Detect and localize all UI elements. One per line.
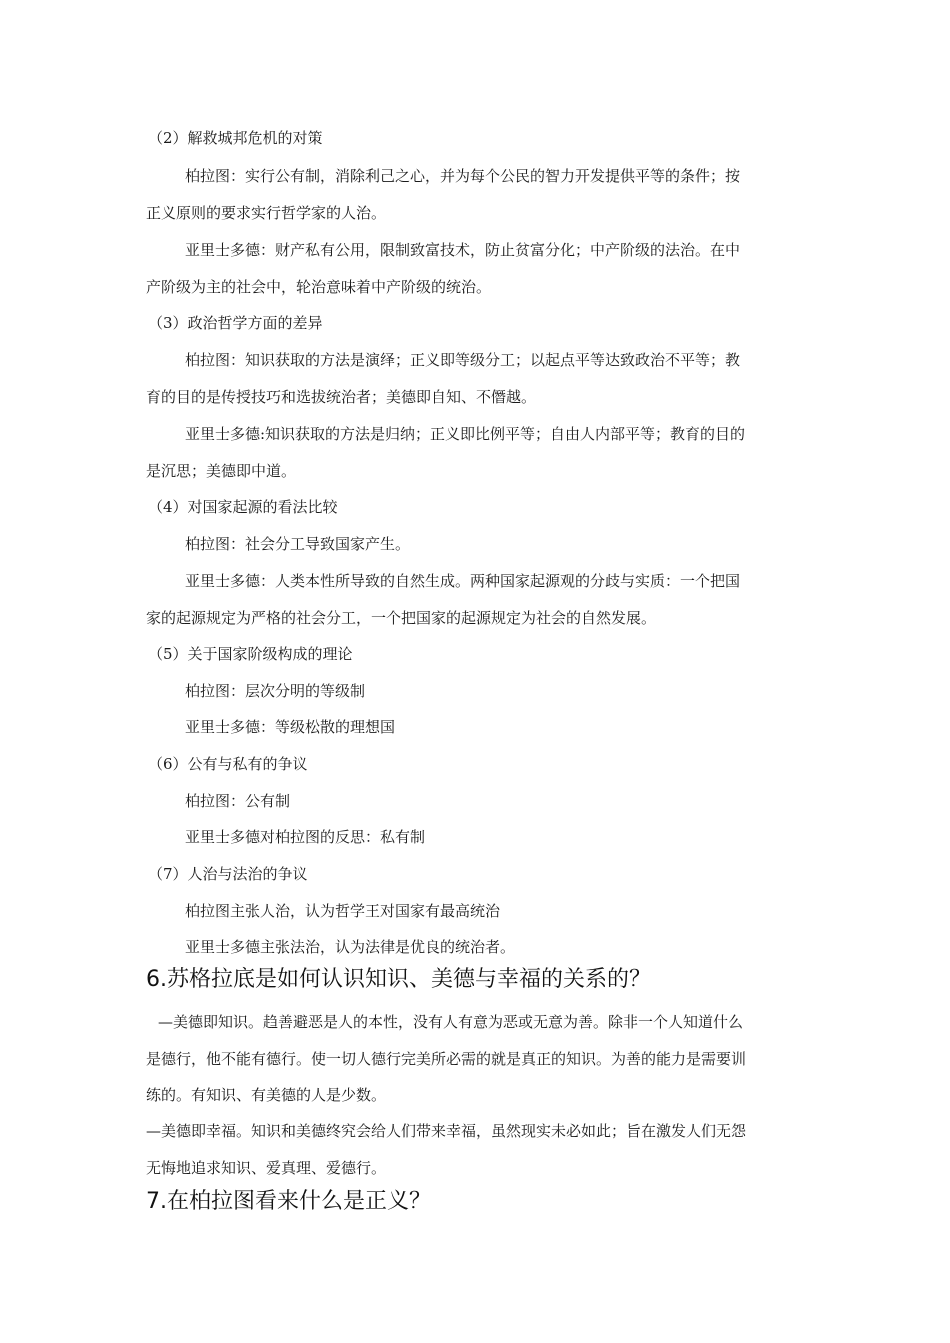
- paragraph-line: 柏拉图：实行公有制，消除利己之心，并为每个公民的智力开发提供平等的条件；按: [185, 167, 741, 185]
- paragraph-line: 亚里士多德主张法治，认为法律是优良的统治者。: [185, 938, 516, 956]
- paragraph-line: 育的目的是传授技巧和选拔统治者；美德即自知、不僭越。: [146, 388, 537, 406]
- subsection-title: （5）关于国家阶级构成的理论: [148, 645, 353, 663]
- paragraph-line: 亚里士多德：财产私有公用，限制致富技术，防止贫富分化；中产阶级的法治。在中: [185, 241, 741, 259]
- paragraph-line: 产阶级为主的社会中，轮治意味着中产阶级的统治。: [146, 278, 492, 296]
- paragraph-line: 亚里士多德：人类本性所导致的自然生成。两种国家起源观的分歧与实质：一个把国: [185, 572, 741, 590]
- paragraph-line: 家的起源规定为严格的社会分工，一个把国家的起源规定为社会的自然发展。: [146, 609, 657, 627]
- paragraph-line: 柏拉图：公有制: [185, 792, 291, 810]
- paragraph-line: 是德行，他不能有德行。使一切人德行完美所必需的就是真正的知识。为善的能力是需要训: [146, 1050, 747, 1068]
- paragraph-line: 无悔地追求知识、爱真理、爱德行。: [146, 1159, 387, 1177]
- paragraph-line: 亚里士多德：等级松散的理想国: [185, 718, 396, 736]
- subsection-title: （6）公有与私有的争议: [148, 755, 308, 773]
- paragraph-line: 练的。有知识、有美德的人是少数。: [146, 1086, 387, 1104]
- paragraph-line: 是沉思；美德即中道。: [146, 462, 297, 480]
- paragraph-line: 正义原则的要求实行哲学家的人治。: [146, 204, 387, 222]
- subsection-title: （2）解救城邦危机的对策: [148, 129, 323, 147]
- paragraph-line: 亚里士多德对柏拉图的反思：私有制: [185, 828, 426, 846]
- paragraph-line: 柏拉图：知识获取的方法是演绎；正义即等级分工；以起点平等达致政治不平等；教: [185, 351, 741, 369]
- question-6-heading: 6.苏格拉底是如何认识知识、美德与幸福的关系的？: [146, 967, 651, 992]
- paragraph-line: 亚里士多德:知识获取的方法是归纳；正义即比例平等；自由人内部平等；教育的目的: [185, 425, 746, 443]
- subsection-title: （3）政治哲学方面的差异: [148, 314, 323, 332]
- question-7-heading: 7.在柏拉图看来什么是正义？: [146, 1189, 431, 1214]
- paragraph-line: 柏拉图主张人治，认为哲学王对国家有最高统治: [185, 902, 501, 920]
- paragraph-line: 柏拉图：层次分明的等级制: [185, 682, 366, 700]
- paragraph-line: —美德即幸福。知识和美德终究会给人们带来幸福，虽然现实未必如此；旨在激发人们无怨: [146, 1122, 747, 1140]
- paragraph-line: —美德即知识。趋善避恶是人的本性，没有人有意为恶或无意为善。除非一个人知道什么: [158, 1013, 744, 1031]
- subsection-title: （4）对国家起源的看法比较: [148, 498, 338, 516]
- paragraph-line: 柏拉图：社会分工导致国家产生。: [185, 535, 411, 553]
- subsection-title: （7）人治与法治的争议: [148, 865, 308, 883]
